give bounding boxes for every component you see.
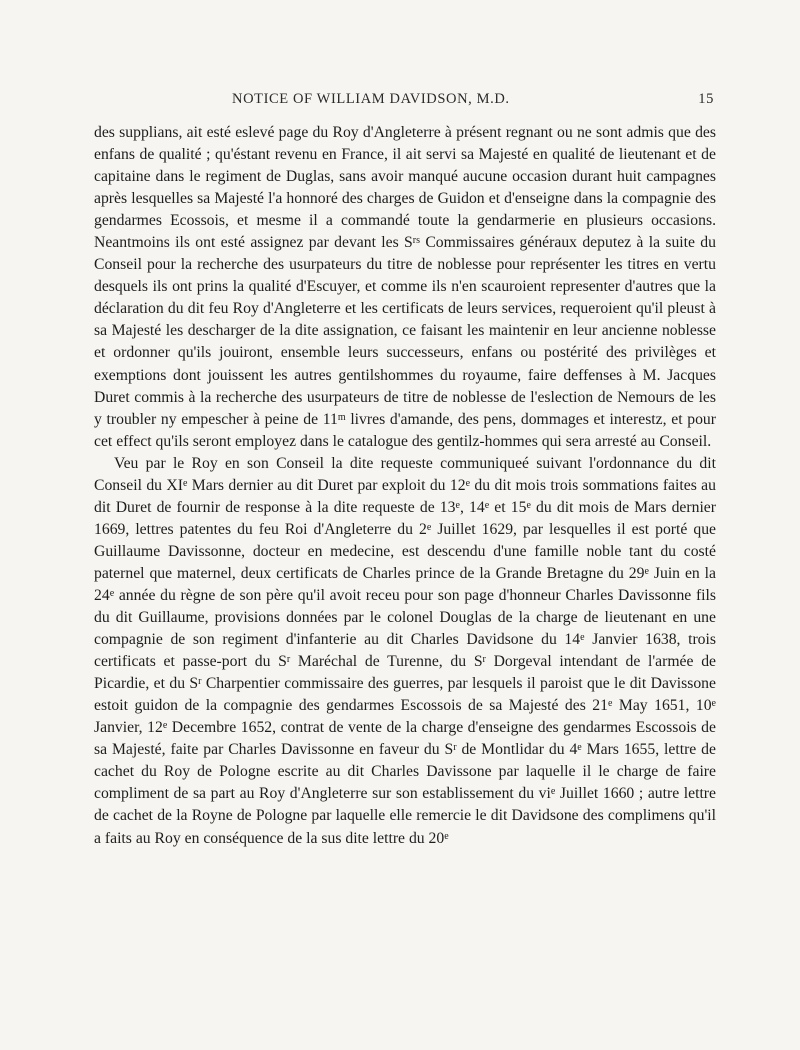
superscript: e bbox=[162, 720, 168, 732]
text-run: Janvier, 12 bbox=[94, 719, 163, 737]
running-title: NOTICE OF WILLIAM DAVIDSON, M.D. bbox=[232, 91, 510, 107]
superscript: r bbox=[453, 742, 457, 754]
text-run: May 1651, 10 bbox=[612, 697, 712, 715]
text-run: Juillet 1629, par lesquelles il est porté que Guillaume Davissonne, docteur en medecine, est descendu d'une famille noble tant du costé paternel que maternel, deux certificats de Charles prince de la Grande Bretagne du 29 bbox=[94, 520, 717, 582]
superscript: e bbox=[455, 499, 460, 511]
superscript: e bbox=[711, 698, 716, 710]
text-run: Dorgeval intendant de l'armée de Picardie, et du S bbox=[94, 653, 716, 693]
text-run: Veu par le Roy en son Conseil la dite requeste communiqueé suivant l'ordonnance du dit Conseil du XI bbox=[94, 454, 716, 494]
superscript: e bbox=[607, 698, 613, 710]
superscript: e bbox=[644, 565, 649, 577]
superscript: m bbox=[337, 411, 346, 423]
superscript: e bbox=[484, 499, 490, 511]
text-run: Juillet 1660 ; autre lettre de cachet de la Royne de Pologne par laquelle elle remercie le dit Davidsone des complimens qu'il a faits au Roy en conséquence de la sus dite lettre du 20 bbox=[94, 785, 716, 847]
superscript: e bbox=[580, 632, 585, 644]
body-text bbox=[94, 122, 716, 850]
paragraph bbox=[94, 453, 716, 850]
text-run: des supplians, ait esté eslevé page du Roy d'Angleterre à présent regnant ou ne sont admis que des enfans de qualité ; qu'éstant revenu en France, il ait servi sa Majesté en qualité de lieutenant et de capitaine dans le regiment de Duglas, sans avoir manqué aucune occasion durant huit campagnes après lesquelles sa Majesté l'a honnoré des charges de Guidon et d'enseigne dans la compagnie des gendarmes Ecossois, et mesme il a commandé toute la gendarmerie en plusieurs occasions. Neantmoins ils ont esté assignez par devant les S bbox=[94, 124, 716, 252]
superscript: r bbox=[482, 654, 486, 666]
superscript: e bbox=[182, 477, 188, 489]
superscript: rs bbox=[412, 235, 420, 247]
text-run: du dit mois trois sommations faites au dit Duret de fournir de response à la dite requeste de 13 bbox=[94, 476, 716, 516]
running-header bbox=[94, 91, 714, 113]
text-run: Juin en la 24 bbox=[94, 564, 716, 604]
text-run: Mars 1655, lettre de cachet du Roy de Pologne escrite au dit Charles Davissone par laquelle il le charge de faire compliment de sa part au Roy d'Angleterre sur son establissement du vi bbox=[94, 741, 716, 803]
text-run: Charpentier commissaire des guerres, par lesquels il paroist que le dit Davissone estoit guidon de la compagnie des gendarmes Escossois de sa Majesté des 21 bbox=[94, 675, 716, 715]
text-run: Mars dernier au dit Duret par exploit du 12 bbox=[187, 476, 466, 494]
superscript: r bbox=[198, 676, 202, 688]
superscript: e bbox=[109, 587, 115, 599]
text-run: livres d'amande, des pens, dommages et interestz, et pour cet effect qu'ils seront employez dans le catalogue des gentilz-hommes qui sera arresté au Conseil. bbox=[94, 410, 716, 450]
superscript: e bbox=[426, 521, 432, 533]
text-run: de Montlidar du 4 bbox=[456, 741, 578, 759]
text-run: Decembre 1652, contrat de vente de la charge d'enseigne des gendarmes Escossois de sa Majesté, faite par Charles Davissonne en faveur du S bbox=[94, 719, 716, 759]
superscript: r bbox=[286, 654, 291, 666]
text-run: Commissaires généraux deputez à la suite du Conseil pour la recherche des usurpateurs du titre de noblesse pour représenter les titres en vertu desquels ils ont prins la qualité d'Escuyer, et comme ils n'en scauroient representer d'autres que la déclaration du dit feu Roy d'Angleterre et les certificats de leurs services, requeroient qu'il pleust à sa Majesté les descharger de la dite assignation, ce faisant les maintenir en leur ancienne noblesse et ordonner qu'ils jouiront, ensemble leurs successeurs, enfans ou postérité des privilèges et exemptions dont jouissent les autres gentilshommes du royaume, faire deffenses à M. Jacques Duret commis à la recherche des usurpateurs de titre de noblesse de l'eslection de Nemours de les y troubler ny empescher à peine de 11 bbox=[94, 234, 716, 428]
superscript: e bbox=[550, 786, 556, 798]
page-number: 15 bbox=[698, 91, 714, 107]
superscript: e bbox=[577, 742, 582, 754]
text-run: du dit mois de Mars dernier 1669, lettres patentes du feu Roi d'Angleterre du 2 bbox=[94, 498, 716, 538]
text-run: , 14 bbox=[459, 498, 485, 516]
text-run: année du règne de son père qu'il avoit receu pour son page d'honneur Charles Davissonne fils du dit Guillaume, provisions données par le colonel Douglas de la charge de lieutenant en une compagnie de son regiment d'infanterie au dit Charles Davidsone du 14 bbox=[94, 586, 716, 649]
text-run: et 15 bbox=[489, 498, 527, 516]
text-run: Janvier 1638, trois certificats et passe-port du S bbox=[94, 631, 716, 671]
paragraph bbox=[94, 122, 716, 453]
superscript: e bbox=[465, 477, 471, 489]
superscript: e bbox=[526, 499, 531, 511]
text-run: Maréchal de Turenne, du S bbox=[290, 653, 483, 671]
superscript: e bbox=[444, 830, 449, 842]
